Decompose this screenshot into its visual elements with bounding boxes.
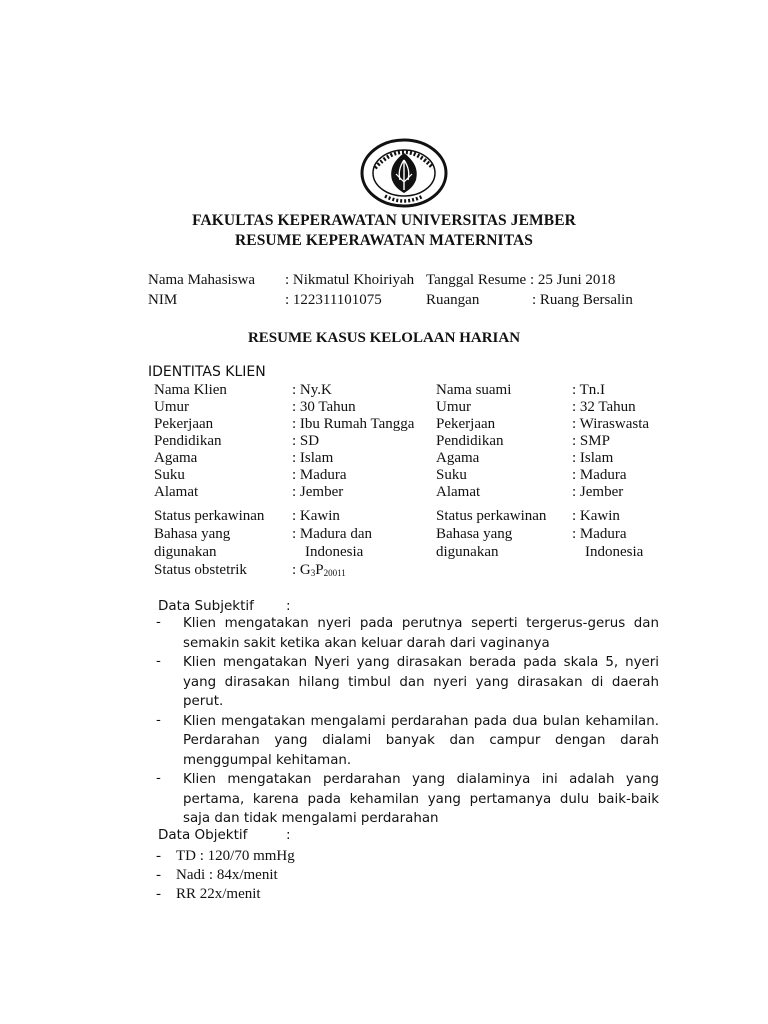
husband-field-value: : SMP — [572, 433, 610, 449]
client-field-value: : Jember — [292, 484, 344, 500]
husband-field-value: Indonesia — [585, 544, 644, 560]
data-objektif-colon: : — [286, 827, 291, 843]
university-seal-logo — [359, 138, 449, 208]
client-field-label: Status obstetrik — [154, 562, 247, 578]
data-subjektif-label: Data Subjektif — [158, 598, 254, 614]
husband-field-label: Pendidikan — [436, 433, 504, 449]
nim-label: NIM — [148, 292, 178, 308]
client-field-value: : Ny.K — [292, 382, 332, 398]
faculty-title: FAKULTAS KEPERAWATAN UNIVERSITAS JEMBER — [192, 212, 576, 229]
husband-field-label: Status perkawinan — [436, 508, 547, 524]
objektif-nadi: Nadi : 84x/menit — [176, 867, 278, 883]
subjektif-item-text: Klien mengatakan nyeri pada perutnya seperti tergerus-gerus dan semakin sakit ketika akan keluar darah dari vaginanya — [183, 616, 659, 651]
client-field-label: Umur — [154, 399, 189, 415]
list-item: - Klien mengatakan Nyeri yang dirasakan berada pada skala 5, nyeri yang dirasakan hilang timbul dan nyeri yang dirasakan di daerah perut. — [156, 653, 659, 712]
client-field-label: Nama Klien — [154, 382, 227, 398]
identitas-heading: IDENTITAS KLIEN — [148, 364, 266, 380]
husband-field-label: Agama — [436, 450, 480, 466]
husband-field-value: : Wiraswasta — [572, 416, 650, 432]
husband-field-value: : Islam — [572, 450, 614, 466]
subjektif-item-text: Klien mengatakan Nyeri yang dirasakan berada pada skala 5, nyeri yang dirasakan hilang timbul dan nyeri yang dirasakan di daerah perut. — [183, 655, 659, 709]
section-title: RESUME KASUS KELOLAAN HARIAN — [247, 330, 521, 346]
husband-field-label: Pekerjaan — [436, 416, 496, 432]
husband-field-value: : Jember — [572, 484, 624, 500]
husband-field-label: Nama suami — [436, 382, 512, 398]
husband-field-label: Alamat — [436, 484, 481, 500]
list-item: - Klien mengatakan perdarahan yang dialaminya ini adalah yang pertama, karena pada kehamilan yang pertamanya dulu baik-baik saja dan tidak mengalami perdarahan — [156, 770, 659, 829]
husband-field-value: : Tn.I — [572, 382, 606, 398]
client-field-value: : Madura dan — [292, 526, 372, 542]
status-obstetrik-value: : $G_3P_{20011}$ — [292, 562, 346, 578]
client-field-label: Bahasa yang — [154, 526, 231, 542]
ruangan-value: : Ruang Bersalin — [532, 292, 633, 308]
tanggal-resume-label: Tanggal Resume — [426, 272, 527, 288]
client-field-value: : Ibu Rumah Tangga — [292, 416, 415, 432]
client-field-value: : Madura — [292, 467, 347, 483]
data-objektif-label: Data Objektif — [158, 827, 248, 843]
objektif-rr: RR 22x/menit — [176, 886, 261, 902]
husband-field-value: : 32 Tahun — [572, 399, 636, 415]
husband-field-label: Suku — [436, 467, 467, 483]
husband-field-label: Bahasa yang — [436, 526, 513, 542]
subjektif-list — [156, 614, 659, 829]
client-field-value: : 30 Tahun — [292, 399, 356, 415]
nama-mahasiswa-label: Nama Mahasiswa — [148, 272, 256, 288]
client-field-value: : SD — [292, 433, 320, 449]
nim-value: : 122311101075 — [285, 292, 382, 308]
client-field-label: digunakan — [154, 544, 217, 560]
data-subjektif-colon: : — [286, 598, 291, 614]
list-item: - Klien mengatakan nyeri pada perutnya seperti tergerus-gerus dan semakin sakit ketika akan keluar darah dari vaginanya — [156, 614, 659, 653]
tanggal-resume-value: : 25 Juni 2018 — [530, 272, 616, 288]
husband-field-value: : Kawin — [572, 508, 620, 524]
subjektif-item-text: Klien mengatakan mengalami perdarahan pada dua bulan kehamilan. Perdarahan yang dialami banyak dan campur dengan darah menggumpal kehitaman. — [183, 713, 659, 768]
client-field-label: Alamat — [154, 484, 199, 500]
ruangan-label: Ruangan — [426, 292, 480, 308]
husband-field-value: : Madura — [572, 526, 627, 542]
client-field-label: Pekerjaan — [154, 416, 214, 432]
client-field-value: Indonesia — [305, 544, 364, 560]
client-field-label: Pendidikan — [154, 433, 222, 449]
husband-field-label: Umur — [436, 399, 471, 415]
client-field-label: Suku — [154, 467, 185, 483]
objektif-td: TD : 120/70 mmHg — [176, 848, 295, 864]
nama-mahasiswa-value: : Nikmatul Khoiriyah — [285, 272, 415, 288]
husband-field-label: digunakan — [436, 544, 499, 560]
subjektif-item-text: Klien mengatakan perdarahan yang dialaminya ini adalah yang pertama, karena pada kehamilan yang pertamanya dulu baik-baik saja dan tidak mengalami perdarahan — [183, 772, 659, 826]
resume-title: RESUME KEPERAWATAN MATERNITAS — [234, 232, 533, 249]
husband-field-value: : Madura — [572, 467, 627, 483]
document-page: FAKULTAS KEPERAWATAN UNIVERSITAS JEMBER RESUME KEPERAWATAN MATERNITAS Nama Mahasiswa : Nikmatul Khoiriyah Tanggal Resume : 25 Juni 2018 NIM : 122311101075 Ruangan : Ruang Bersalin RESUME KASUS KELOLAAN HARIAN IDENTITAS KLIEN Nama Klien : Ny.K Umur : 30 Tahun Pekerjaan : Ibu Rumah Tangga Pendidikan : SD Agama : Islam Suku : Madura Alamat : Jember Status perkawinan : Kawin Bahasa yang : Madura dan digunakan Indonesia Status obstetrik Nama suami : Tn.I Umur : 32 Tahun Pekerjaan : Wiraswasta Pendidikan : SMP Agama : Islam Suku : Madura Alamat : Jember Status perkawinan : Kawin Bahasa yang : Madura digunakan Indonesia : $G_3P_{20011}$ Data Subjektif : - Klien mengatakan nyeri pada perutnya seperti tergerus-gerus dan semakin sakit ketika akan keluar darah dari vaginanya - Klien mengatakan Nyeri yang dirasakan berada pada skala 5, nyeri yang dirasakan hilang timbul dan nyeri yang dirasakan di daerah perut. - Klien mengatakan mengalami perdarahan pada dua bulan kehamilan. Perdarahan yang dialami banyak dan campur dengan darah menggumpal kehitaman. - Klien mengatakan perdarahan yang dialaminya ini adalah yang pertama, karena pada kehamilan yang pertamanya dulu baik-baik saja dan tidak mengalami perdarahan Data Objektif : - TD : 120/70 mmHg - Nadi : 84x/menit - RR 22x/menit — [0, 0, 768, 1024]
client-field-value: : Islam — [292, 450, 334, 466]
client-field-label: Agama — [154, 450, 198, 466]
client-field-label: Status perkawinan — [154, 508, 265, 524]
list-item: - Klien mengatakan mengalami perdarahan pada dua bulan kehamilan. Perdarahan yang dialami banyak dan campur dengan darah menggumpal kehitaman. — [156, 712, 659, 771]
client-field-value: : Kawin — [292, 508, 340, 524]
